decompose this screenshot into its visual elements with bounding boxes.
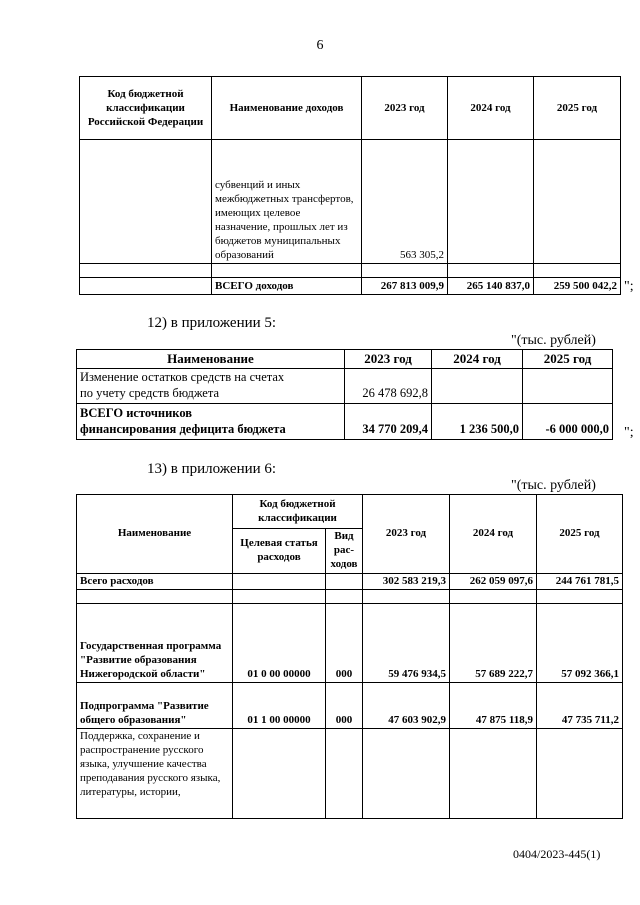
t3-program-target: 01 0 00 00000 [233, 604, 326, 683]
header-revenue-name: Наименование доходов [212, 77, 362, 140]
t3-subprogram-target: 01 1 00 00000 [233, 683, 326, 729]
total-2023: 267 813 009,9 [362, 278, 448, 295]
t2-header-2025: 2025 год [523, 350, 613, 369]
t3-header-2025: 2025 год [537, 495, 623, 574]
t2-row2-name: ВСЕГО источников финансирования дефицита бюджета [77, 403, 345, 439]
total-2025: 259 500 042,2 [534, 278, 621, 295]
t2-row1-name: Изменение остатков средств на счетах по учету средств бюджета [77, 369, 345, 403]
total-2024: 265 140 837,0 [448, 278, 534, 295]
table-row [77, 604, 623, 683]
t3-total-2023: 302 583 219,3 [363, 573, 450, 590]
table-row-total [80, 278, 621, 295]
table-row [77, 683, 623, 729]
t3-subprogram-name: Подпрограмма "Развитие общего образования" [77, 683, 233, 729]
financing-table [76, 349, 613, 440]
revenue-table [79, 76, 621, 295]
units-12: "(тыс. рублей) [511, 333, 596, 348]
t3-header-2023: 2023 год [363, 495, 450, 574]
row-2023: 563 305,2 [362, 140, 448, 264]
t3-subprogram-type: 000 [326, 683, 363, 729]
t3-program-name: Государственная программа "Развитие образования Нижегородской области" [77, 604, 233, 683]
table-row [77, 369, 613, 403]
expenditure-table [76, 494, 623, 819]
t3-program-2024: 57 689 222,7 [450, 604, 537, 683]
table-row-empty [77, 590, 623, 604]
t3-header-name: Наименование [77, 495, 233, 574]
t3-total-label: Всего расходов [77, 573, 233, 590]
t2-row2-2025: -6 000 000,0 [523, 403, 613, 439]
table-row [80, 140, 621, 264]
page-number: 6 [316, 38, 324, 53]
t3-subprogram-2025: 47 735 711,2 [537, 683, 623, 729]
units-13: "(тыс. рублей) [511, 478, 596, 493]
t3-header-type: Вид рас-ходов [326, 529, 363, 574]
table-row-empty [80, 264, 621, 278]
t3-total-2024: 262 059 097,6 [450, 573, 537, 590]
header-2025: 2025 год [534, 77, 621, 140]
t3-header-2024: 2024 год [450, 495, 537, 574]
section-13-heading: 13) в приложении 6: [147, 461, 277, 477]
t3-subprogram-2023: 47 603 902,9 [363, 683, 450, 729]
table2-closer: "; [624, 425, 634, 440]
t2-row2-2023: 34 770 209,4 [345, 403, 432, 439]
t3-subprogram-2024: 47 875 118,9 [450, 683, 537, 729]
table1-closer: "; [624, 279, 634, 294]
header-2024: 2024 год [448, 77, 534, 140]
t3-support-name: Поддержка, сохранение и распространение русского языка, улучшение качества преподавания русского языка, литературы, истории, [77, 729, 233, 819]
t3-header-bcc: Код бюджетной классификации [233, 495, 363, 529]
t2-header-name: Наименование [77, 350, 345, 369]
total-label: ВСЕГО доходов [212, 278, 362, 295]
t2-row1-2023: 26 478 692,8 [345, 369, 432, 403]
row-name: субвенций и иных межбюджетных трансфертов, имеющих целевое назначение, прошлых лет из бюджетов муниципальных образований [212, 140, 362, 264]
t3-program-type: 000 [326, 604, 363, 683]
t3-program-2025: 57 092 366,1 [537, 604, 623, 683]
t2-header-2023: 2023 год [345, 350, 432, 369]
t3-total-2025: 244 761 781,5 [537, 573, 623, 590]
header-code: Код бюджетной классификации Российской Федерации [80, 77, 212, 140]
t2-row2-2024: 1 236 500,0 [432, 403, 523, 439]
footer-doc-code: 0404/2023-445(1) [513, 847, 601, 861]
header-2023: 2023 год [362, 77, 448, 140]
table-row [77, 729, 623, 819]
section-12-heading: 12) в приложении 5: [147, 315, 277, 331]
t3-header-target: Целевая статья расходов [233, 529, 326, 574]
t2-header-2024: 2024 год [432, 350, 523, 369]
t3-program-2023: 59 476 934,5 [363, 604, 450, 683]
table-row-total [77, 403, 613, 439]
table-row-total [77, 573, 623, 590]
